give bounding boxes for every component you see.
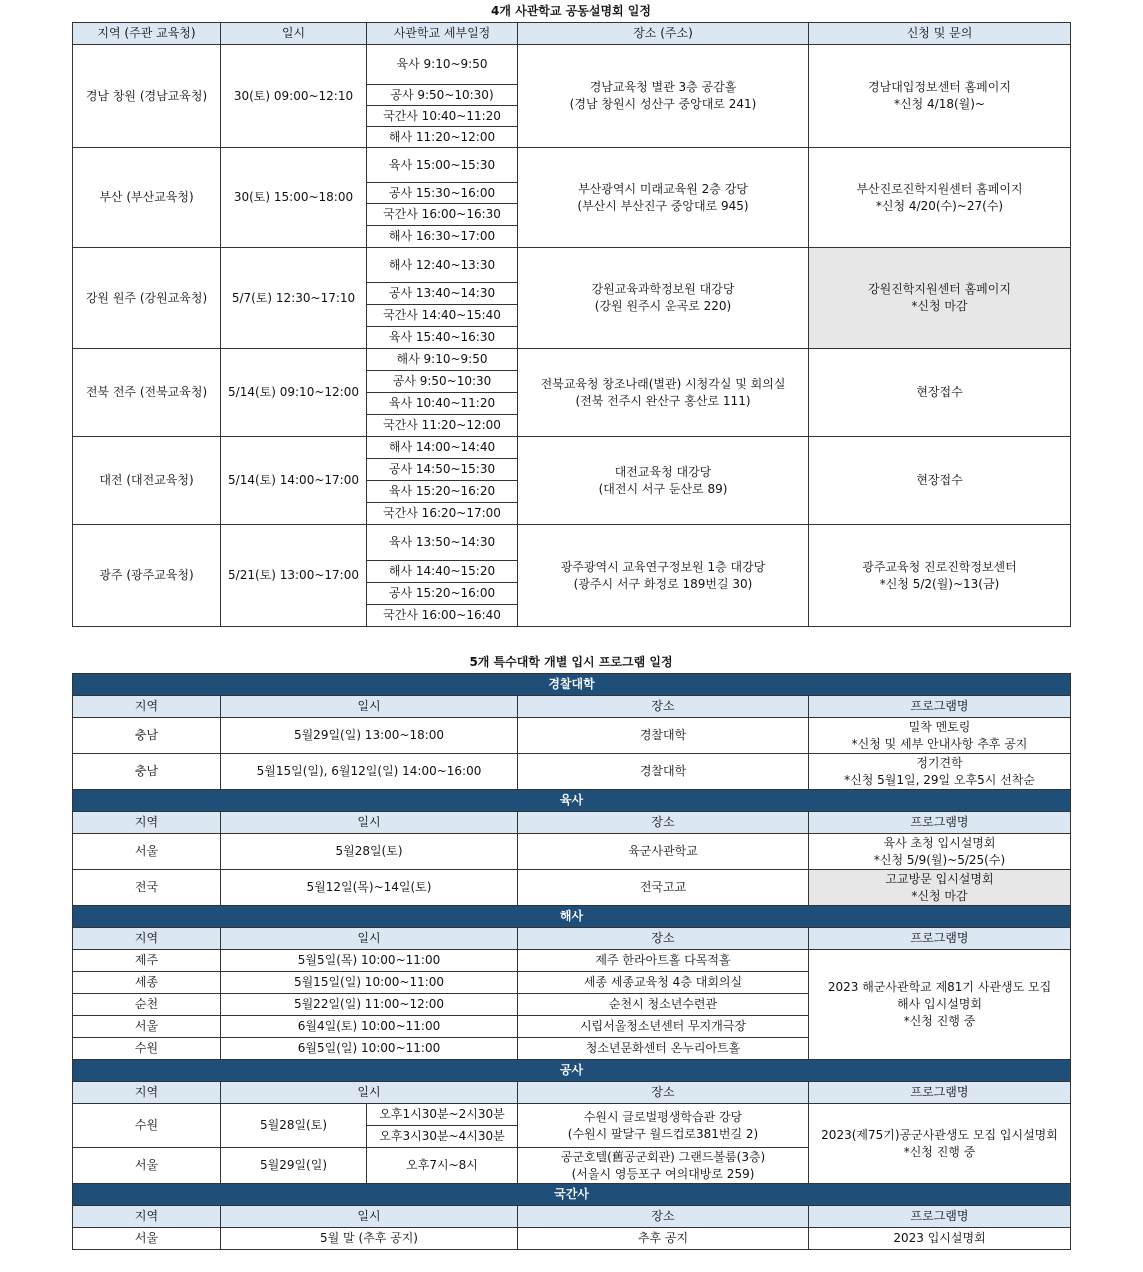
column-header: 일시 <box>221 1206 518 1228</box>
region-cell: 제주 <box>73 950 221 972</box>
column-header: 장소 <box>518 1206 809 1228</box>
place-cell-line: (대전시 서구 둔산로 89) <box>598 481 728 496</box>
academy-slot-cell: 해사 14:00~14:40 <box>367 437 518 459</box>
region-cell: 순천 <box>73 994 221 1016</box>
place-cell-line: (경남 창원시 성산구 중앙대로 241) <box>569 97 757 111</box>
header-row <box>73 1082 1071 1104</box>
place-cell-line: (수원시 팔달구 월드컵로381번길 2) <box>567 1126 759 1141</box>
date-cell: 5월29일(일) 13:00~18:00 <box>221 718 518 754</box>
region-cell: 수원 <box>73 1038 221 1060</box>
program-cell-line: 2023(제75기)공군사관생도 모집 입시설명회 <box>821 1127 1058 1142</box>
apply-cell-line: 현장접수 <box>916 473 963 487</box>
column-header: 장소 <box>518 928 809 950</box>
region-cell: 충남 <box>73 754 221 790</box>
table-row <box>73 754 1071 790</box>
date-cell: 5월12일(목)~14일(토) <box>221 870 518 906</box>
column-header: 지역 <box>73 696 221 718</box>
header-row <box>73 812 1071 834</box>
program-cell <box>809 1104 1071 1184</box>
section-band <box>73 906 1071 928</box>
apply-cell-line: 경남대입정보센터 홈페이지 <box>868 80 1011 94</box>
program-cell-line: *신청 마감 <box>911 888 968 903</box>
academy-slot-cell: 육사 9:10~9:50 <box>367 45 518 85</box>
table-row <box>73 1104 1071 1126</box>
program-cell-line: 정기견학 <box>916 755 963 770</box>
column-header: 장소 <box>518 812 809 834</box>
region-cell: 부산 (부산교육청) <box>73 148 221 248</box>
column-header: 신청 및 문의 <box>809 23 1071 45</box>
date-cell: 30(토) 15:00~18:00 <box>221 148 367 248</box>
program-cell-line: 밀착 멘토링 <box>908 719 971 734</box>
section-title: 국간사 <box>73 1184 1071 1206</box>
time-cell: 오후7시~8시 <box>367 1148 518 1184</box>
column-header: 지역 <box>73 1206 221 1228</box>
place-cell: 전국고교 <box>518 870 809 906</box>
place-cell-line: 전북교육청 창조나래(별관) 시청각실 및 회의실 <box>540 376 786 391</box>
academy-slot-cell: 국간사 16:20~17:00 <box>367 503 518 525</box>
column-header: 사관학교 세부일정 <box>367 23 518 45</box>
place-cell: 시립서울청소년센터 무지개극장 <box>518 1016 809 1038</box>
program-cell-line: *신청 5/9(월)~5/25(수) <box>873 852 1006 867</box>
special-univ-program-table <box>72 673 1071 1250</box>
program-cell-line: 육사 초청 입시설명회 <box>883 835 996 850</box>
date-cell: 5/7(토) 12:30~17:10 <box>221 248 367 349</box>
place-cell <box>518 248 809 349</box>
column-header: 프로그램명 <box>809 928 1071 950</box>
academy-slot-cell: 육사 15:40~16:30 <box>367 327 518 349</box>
date-cell: 5/14(토) 14:00~17:00 <box>221 437 367 525</box>
date-cell: 5월15일(일), 6월12일(일) 14:00~16:00 <box>221 754 518 790</box>
column-header: 프로그램명 <box>809 1082 1071 1104</box>
column-header: 지역 <box>73 928 221 950</box>
date-cell: 5월5일(목) 10:00~11:00 <box>221 950 518 972</box>
column-header: 프로그램명 <box>809 696 1071 718</box>
place-cell: 세종 세종교육청 4층 대회의실 <box>518 972 809 994</box>
apply-cell <box>809 148 1071 248</box>
table-row <box>73 525 1071 561</box>
program-cell: 2023 입시설명회 <box>809 1228 1071 1250</box>
academy-slot-cell: 공사 14:50~15:30 <box>367 459 518 481</box>
table1-title: 4개 사관학교 공동설명회 일정 <box>491 4 651 18</box>
academy-slot-cell: 공사 9:50~10:30) <box>367 85 518 106</box>
column-header: 지역 (주관 교육청) <box>73 23 221 45</box>
place-cell: 경찰대학 <box>518 754 809 790</box>
apply-cell <box>809 248 1071 349</box>
place-cell-line: 공군호텔(舊공군회관) 그랜드볼룸(3층) <box>560 1149 766 1164</box>
program-cell-line: 2023 해군사관학교 제81기 사관생도 모집 <box>827 980 1052 994</box>
place-cell-line: 경남교육청 별관 3층 공감홀 <box>589 80 737 94</box>
place-cell: 추후 공지 <box>518 1228 809 1250</box>
academy-slot-cell: 해사 14:40~15:20 <box>367 561 518 583</box>
program-cell <box>809 754 1071 790</box>
apply-cell-line: *신청 4/18(월)~ <box>894 97 985 111</box>
section-band <box>73 1060 1071 1082</box>
apply-cell-line: 현장접수 <box>916 385 963 399</box>
place-cell: 육군사관학교 <box>518 834 809 870</box>
column-header: 일시 <box>221 812 518 834</box>
apply-cell-line: 광주교육청 진로진학정보센터 <box>862 559 1017 574</box>
program-cell-line: *신청 및 세부 안내사항 추후 공지 <box>851 736 1028 751</box>
place-cell: 제주 한라아트홀 다목적홀 <box>518 950 809 972</box>
place-cell-line: 강원교육과학정보원 대강당 <box>591 282 735 296</box>
region-cell: 전국 <box>73 870 221 906</box>
program-cell <box>809 950 1071 1060</box>
column-header: 지역 <box>73 812 221 834</box>
place-cell <box>518 148 809 248</box>
table-row <box>73 834 1071 870</box>
apply-cell-line: *신청 4/20(수)~27(수) <box>875 198 1004 213</box>
program-cell <box>809 718 1071 754</box>
academy-slot-cell: 공사 9:50~10:30 <box>367 371 518 393</box>
table-row <box>73 349 1071 371</box>
academy-slot-cell: 국간사 14:40~15:40 <box>367 305 518 327</box>
section-title: 해사 <box>73 906 1071 928</box>
academy-slot-cell: 국간사 10:40~11:20 <box>367 106 518 127</box>
header-row <box>73 696 1071 718</box>
column-header: 지역 <box>73 1082 221 1104</box>
place-cell <box>518 45 809 148</box>
column-header: 장소 (주소) <box>518 23 809 45</box>
table-row <box>73 950 1071 972</box>
column-header: 일시 <box>221 696 518 718</box>
place-cell-line: 부산광역시 미래교육원 2층 강당 <box>578 181 748 196</box>
region-cell: 세종 <box>73 972 221 994</box>
region-cell: 서울 <box>73 1228 221 1250</box>
time-cell: 오후3시30분~4시30분 <box>367 1126 518 1148</box>
table-row <box>73 148 1071 183</box>
section-title: 경찰대학 <box>73 674 1071 696</box>
date-cell: 6월5일(일) 10:00~11:00 <box>221 1038 518 1060</box>
apply-cell <box>809 437 1071 525</box>
table-row <box>73 437 1071 459</box>
academy-slot-cell: 국간사 16:00~16:40 <box>367 605 518 627</box>
table-row <box>73 870 1071 906</box>
place-cell-line: (서울시 영등포구 여의대방로 259) <box>571 1166 755 1181</box>
apply-cell-line: *신청 5/2(월)~13(금) <box>879 576 1000 591</box>
date-cell: 5월22일(일) 11:00~12:00 <box>221 994 518 1016</box>
academy-slot-cell: 국간사 16:00~16:30 <box>367 204 518 226</box>
academy-slot-cell: 공사 13:40~14:30 <box>367 283 518 305</box>
region-cell: 서울 <box>73 1148 221 1184</box>
place-cell-line: (부산시 부산진구 중앙대로 945) <box>577 198 749 213</box>
apply-cell <box>809 45 1071 148</box>
place-cell-line: 수원시 글로벌평생학습관 강당 <box>583 1109 743 1124</box>
program-cell-line: 고교방문 입시설명회 <box>885 871 994 886</box>
section-band <box>73 790 1071 812</box>
academy-slot-cell: 국간사 11:20~12:00 <box>367 415 518 437</box>
place-cell-line: 대전교육청 대강당 <box>614 464 712 479</box>
column-header: 일시 <box>221 23 367 45</box>
academy-slot-cell: 공사 15:20~16:00 <box>367 583 518 605</box>
place-cell: 청소년문화센터 온누리아트홀 <box>518 1038 809 1060</box>
apply-cell-line: 부산진로진학지원센터 홈페이지 <box>856 181 1023 196</box>
region-cell: 수원 <box>73 1104 221 1148</box>
place-cell-line: (강원 원주시 운곡로 220) <box>594 299 732 313</box>
apply-cell-line: *신청 마감 <box>911 299 968 313</box>
place-cell <box>518 1148 809 1184</box>
academy-slot-cell: 육사 10:40~11:20 <box>367 393 518 415</box>
place-cell-line: (전북 전주시 완산구 홍산로 111) <box>575 393 751 408</box>
place-cell-line: (광주시 서구 화정로 189번길 30) <box>573 576 753 591</box>
academy-slot-cell: 해사 12:40~13:30 <box>367 248 518 283</box>
column-header: 장소 <box>518 696 809 718</box>
place-cell: 경찰대학 <box>518 718 809 754</box>
program-cell-line: 해사 입시설명회 <box>897 997 982 1011</box>
table2-title: 5개 특수대학 개별 입시 프로그램 일정 <box>469 655 673 669</box>
region-cell: 강원 원주 (강원교육청) <box>73 248 221 349</box>
section-title: 공사 <box>73 1060 1071 1082</box>
date-cell: 5/14(토) 09:10~12:00 <box>221 349 367 437</box>
place-cell <box>518 525 809 627</box>
program-cell-line: *신청 진행 중 <box>903 1144 976 1159</box>
place-cell <box>518 437 809 525</box>
region-cell: 광주 (광주교육청) <box>73 525 221 627</box>
date-cell: 5/21(토) 13:00~17:00 <box>221 525 367 627</box>
academy-joint-session-table <box>72 22 1071 627</box>
academy-slot-cell: 육사 15:00~15:30 <box>367 148 518 183</box>
region-cell: 전북 전주 (전북교육청) <box>73 349 221 437</box>
column-header: 프로그램명 <box>809 1206 1071 1228</box>
date-cell: 5월28일(토) <box>221 834 518 870</box>
academy-slot-cell: 해사 9:10~9:50 <box>367 349 518 371</box>
header-row <box>73 23 1071 45</box>
region-cell: 충남 <box>73 718 221 754</box>
apply-cell <box>809 349 1071 437</box>
program-cell <box>809 834 1071 870</box>
place-cell <box>518 1104 809 1148</box>
region-cell: 경남 창원 (경남교육청) <box>73 45 221 148</box>
program-cell-line: *신청 진행 중 <box>903 1014 976 1028</box>
academy-slot-cell: 공사 15:30~16:00 <box>367 183 518 204</box>
region-cell: 서울 <box>73 1016 221 1038</box>
date-cell: 5월28일(토) <box>221 1104 367 1148</box>
header-row <box>73 928 1071 950</box>
section-title: 육사 <box>73 790 1071 812</box>
table-row <box>73 718 1071 754</box>
apply-cell <box>809 525 1071 627</box>
column-header: 일시 <box>221 928 518 950</box>
date-cell: 6월4일(토) 10:00~11:00 <box>221 1016 518 1038</box>
place-cell <box>518 349 809 437</box>
program-cell <box>809 870 1071 906</box>
place-cell-line: 광주광역시 교육연구정보원 1층 대강당 <box>560 559 766 574</box>
region-cell: 서울 <box>73 834 221 870</box>
table-row <box>73 1228 1071 1250</box>
region-cell: 대전 (대전교육청) <box>73 437 221 525</box>
date-cell: 30(토) 09:00~12:10 <box>221 45 367 148</box>
table-row <box>73 248 1071 283</box>
time-cell: 오후1시30분~2시30분 <box>367 1104 518 1126</box>
date-cell: 5월15일(일) 10:00~11:00 <box>221 972 518 994</box>
column-header: 장소 <box>518 1082 809 1104</box>
academy-slot-cell: 해사 16:30~17:00 <box>367 226 518 248</box>
header-row <box>73 1206 1071 1228</box>
apply-cell-line: 강원진학지원센터 홈페이지 <box>868 282 1011 296</box>
program-cell-line: *신청 5월1일, 29일 오후5시 선착순 <box>844 772 1035 787</box>
academy-slot-cell: 육사 15:20~16:20 <box>367 481 518 503</box>
date-cell: 5월 말 (추후 공지) <box>221 1228 518 1250</box>
column-header: 프로그램명 <box>809 812 1071 834</box>
table-row <box>73 45 1071 85</box>
academy-slot-cell: 해사 11:20~12:00 <box>367 127 518 148</box>
date-cell: 5월29일(일) <box>221 1148 367 1184</box>
section-band <box>73 674 1071 696</box>
section-band <box>73 1184 1071 1206</box>
place-cell: 순천시 청소년수련관 <box>518 994 809 1016</box>
academy-slot-cell: 육사 13:50~14:30 <box>367 525 518 561</box>
column-header: 일시 <box>221 1082 518 1104</box>
